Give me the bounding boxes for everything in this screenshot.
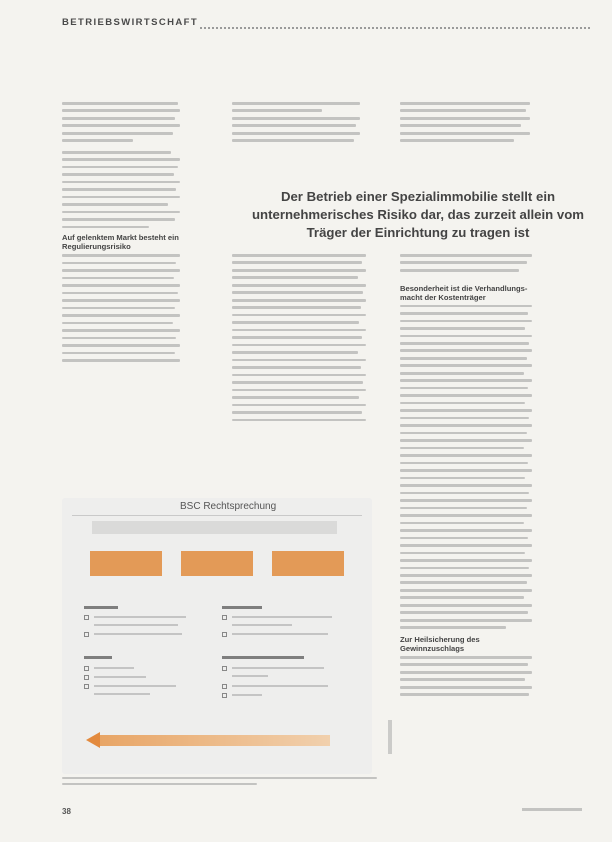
right-column-top bbox=[400, 102, 530, 147]
section-heading-3 bbox=[84, 656, 112, 659]
subheading-verhandlungsmacht: Besonderheit ist die Verhandlungs-macht der Kostenträger bbox=[400, 283, 528, 302]
diagram-footer-arrow bbox=[100, 735, 330, 746]
section-heading-1 bbox=[84, 606, 118, 609]
figure-caption bbox=[62, 777, 377, 788]
subheading-gewinnzuschlag: Zur Heilsicherung des Gewinnzuschlags bbox=[400, 634, 480, 653]
checkbox-icon bbox=[222, 693, 227, 698]
checkbox-icon bbox=[222, 632, 227, 637]
perspective-box-2 bbox=[181, 551, 253, 576]
footer-publication bbox=[522, 808, 582, 811]
perspective-box-1 bbox=[90, 551, 162, 576]
checkbox-icon bbox=[222, 615, 227, 620]
diagram-objective-bar bbox=[92, 521, 337, 534]
checkbox-icon bbox=[84, 684, 89, 689]
checkbox-icon bbox=[84, 615, 89, 620]
section-header: BETRIEBSWIRTSCHAFT bbox=[62, 17, 199, 28]
diagram-divider bbox=[72, 515, 362, 516]
arrow-left-icon bbox=[86, 732, 100, 748]
checkbox-icon bbox=[84, 632, 89, 637]
checkbox-icon bbox=[222, 684, 227, 689]
checkbox-icon bbox=[222, 666, 227, 671]
middle-column-body bbox=[232, 254, 366, 426]
bsc-diagram bbox=[62, 498, 372, 774]
section-heading-4 bbox=[222, 656, 304, 659]
right-column-body bbox=[400, 254, 532, 701]
pull-quote: Der Betrieb einer Spezialimmobilie stellt ein unternehmerisches Risiko dar, das zurzeit allein vom Träger der Einrichtung zu tragen ist bbox=[252, 189, 584, 240]
checkbox-icon bbox=[84, 666, 89, 671]
subheading-regulierungsrisiko: Auf gelenktem Markt besteht ein Regulierungsrisiko bbox=[62, 233, 179, 252]
page-number: 38 bbox=[62, 807, 71, 816]
left-column bbox=[62, 102, 180, 367]
perspective-box-3 bbox=[272, 551, 344, 576]
middle-column-top bbox=[232, 102, 360, 147]
header-dotted-rule bbox=[200, 27, 590, 29]
diagram-title: BSC Rechtsprechung bbox=[180, 501, 277, 512]
section-heading-2 bbox=[222, 606, 262, 609]
checkbox-icon bbox=[84, 675, 89, 680]
vertical-credit bbox=[388, 720, 392, 754]
